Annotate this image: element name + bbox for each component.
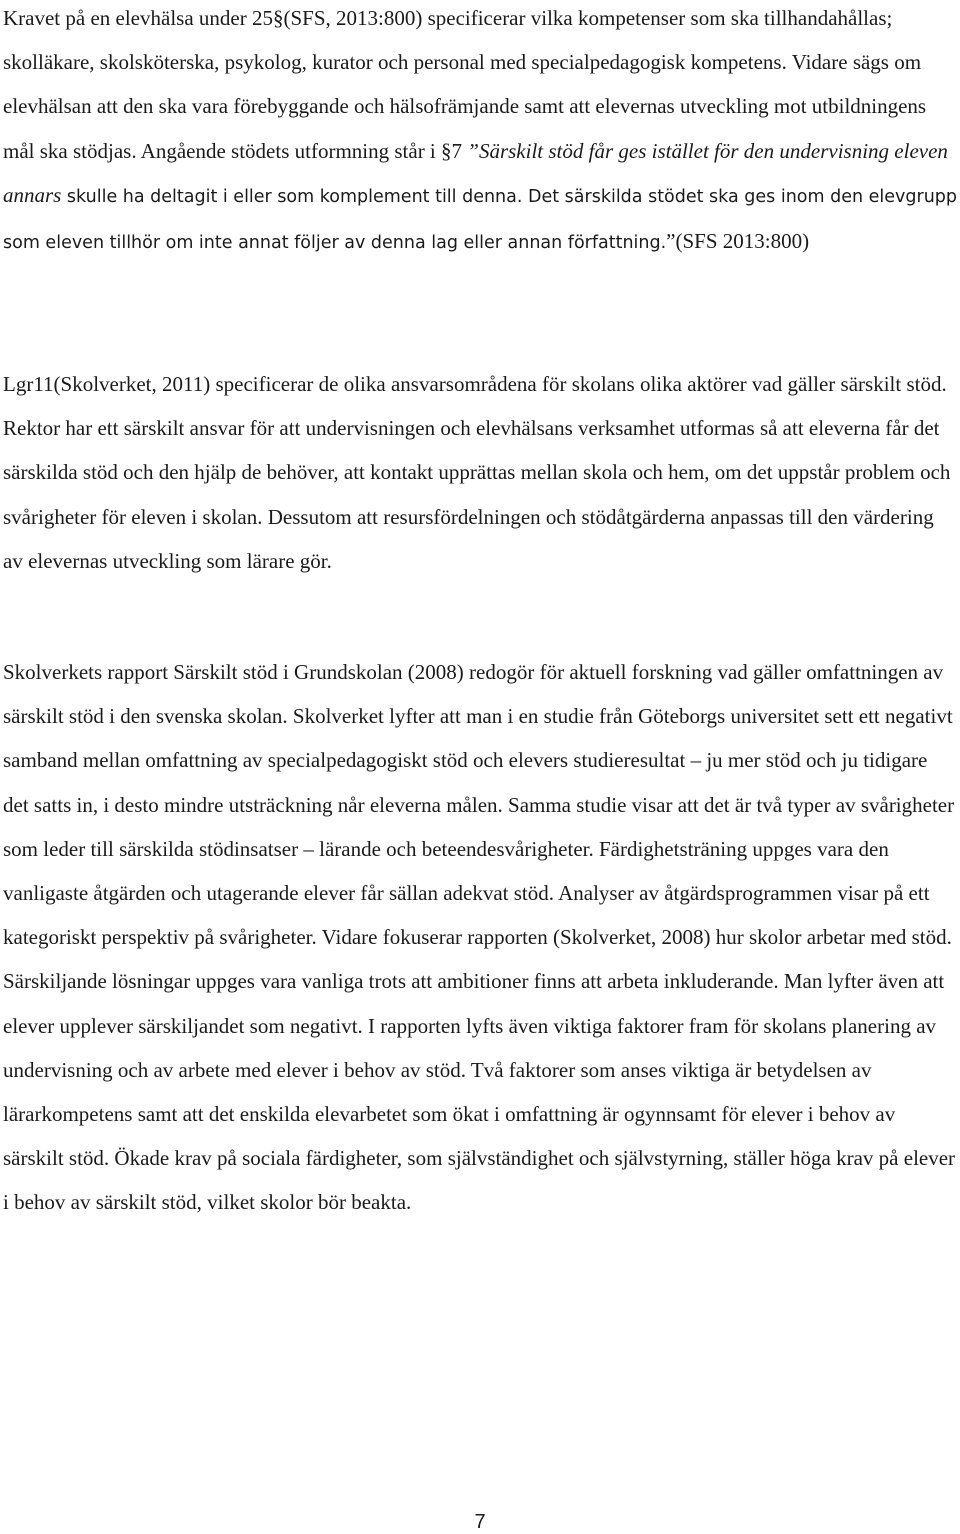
- page-number: 7: [474, 1511, 486, 1533]
- law-quote-italic: ”Särskilt stöd får ges istället för den undervisning eleven annars: [3, 138, 948, 207]
- paragraph-lgr11: Lgr11(Skolverket, 2011) specificerar de olika ansvarsområdena för skolans olika aktörer vad gäller särskilt stöd. Rektor har ett särskilt ansvar för att undervisningen och elevhälsans verksamhet utformas så att eleverna får det särskilda stöd och den hjälp de behöver, att kontakt upprättas mellan skola och hem, om det uppstår problem och svårigheter för eleven i skolan. Dessutom att resursfördelningen och stödåtgärderna anpassas till den värdering av elevernas utveckling som lärare gör.: [3, 372, 951, 573]
- paragraph-skolverket-rapport: Skolverkets rapport Särskilt stöd i Grundskolan (2008) redogör för aktuell forskning vad gäller omfattningen av särskilt stöd i den svenska skolan. Skolverket lyfter att man i en studie från Göteborgs universitet sett ett negativt samband mellan omfattning av specialpedagogiskt stöd och elevers studieresultat – ju mer stöd och ju tidigare det satts in, i desto mindre utsträckning når eleverna målen. Samma studie visar att det är två typer av svårigheter som leder till särskilda stödinsatser – lärande och beteendesvårigheter. Färdighetsträning uppges vara den vanligaste åtgärden och utagerande elever får sällan adekvat stöd. Analyser av åtgärdsprogrammen visar på ett kategoriskt perspektiv på svårigheter. Vidare fokuserar rapporten (Skolverket, 2008) hur skolor arbetar med stöd. Särskiljande lösningar uppges vara vanliga trots att ambitioner finns att arbeta inkluderande. Man lyfter även att elever upplever särskiljandet som negativt. I rapporten lyfts även viktiga faktorer fram för skolans planering av undervisning och av arbete med elever i behov av stöd. Två faktorer som anses viktiga är betydelsen av lärarkompetens samt att det enskilda elevarbetet som ökat i omfattning är ogynnsamt för elever i behov av särskilt stöd. Ökade krav på sociala färdigheter, som självständighet och självstyrning, ställer höga krav på elever i behov av särskilt stöd, vilket skolor bör beakta.: [3, 660, 956, 1215]
- law-citation: ”(SFS 2013:800): [666, 229, 810, 254]
- law-quote-continued: skulle ha deltagit i eller som komplement till denna. Det särskilda stödet ska ges inom den elevgrupp som eleven tillhör om inte annat följer av denna lag eller annan författning.: [3, 186, 958, 254]
- paragraph-1-text: Kravet på en elevhälsa under 25§(SFS, 2013:800) specificerar vilka kompetenser som ska tillhandahållas; skolläkare, skolsköterska, psykolog, kurator och personal med specialpedagogisk kompetens. Vidare sägs om elevhälsan att den ska vara förebyggande och hälsofrämjande samt att elevernas utveckling mot utbildningens mål ska stödjas. Angående stödets utformning står i §7: [3, 6, 927, 163]
- paragraph-elevhalsa: [3, 0, 957, 265]
